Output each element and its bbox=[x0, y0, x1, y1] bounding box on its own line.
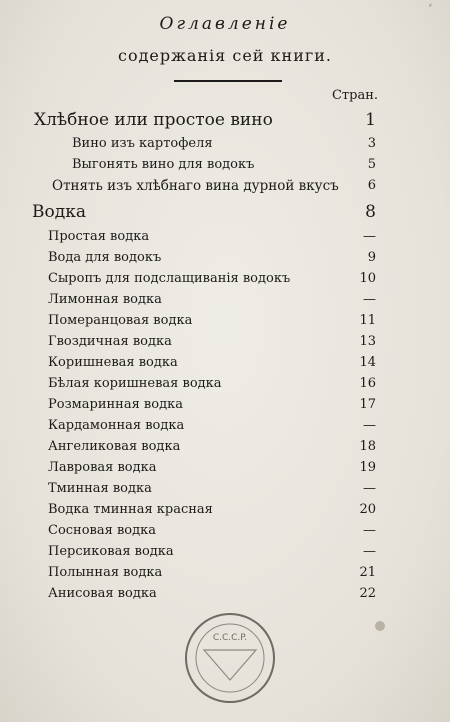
toc-entry-label: Коришневая водка bbox=[48, 355, 178, 370]
toc-entry bbox=[0, 523, 450, 543]
toc-entry-page: 22 bbox=[359, 586, 376, 601]
page-column-header: Стран. bbox=[331, 88, 378, 103]
toc-entry bbox=[0, 544, 450, 564]
toc-entry bbox=[0, 355, 450, 375]
toc-entry bbox=[0, 376, 450, 396]
toc-entry-label: Померанцовая водка bbox=[48, 313, 193, 328]
toc-title: Оглавленіе bbox=[159, 14, 291, 34]
toc-entry bbox=[0, 292, 450, 312]
toc-entry bbox=[0, 334, 450, 354]
toc-entry bbox=[0, 202, 450, 222]
toc-entry bbox=[0, 250, 450, 270]
toc-entry-label: Полынная водка bbox=[48, 565, 163, 580]
toc-entry-label: Выгонять вино для водокъ bbox=[72, 157, 255, 172]
toc-entry-page: 19 bbox=[359, 460, 376, 475]
toc-entry-page: 3 bbox=[367, 136, 376, 151]
toc-entry-label: Сыропъ для подслащиванія водокъ bbox=[48, 271, 291, 286]
toc-entry-page: — bbox=[363, 418, 376, 433]
toc-entry bbox=[0, 229, 450, 249]
toc-entry-page: — bbox=[363, 544, 376, 559]
toc-entry-page: — bbox=[363, 481, 376, 496]
toc-entry-page: 8 bbox=[365, 202, 376, 222]
toc-entry-label: Простая водка bbox=[48, 229, 150, 244]
toc-entry-page: 18 bbox=[359, 439, 376, 454]
toc-entry-label: Вода для водокъ bbox=[48, 250, 162, 265]
toc-entry-label: Лавровая водка bbox=[48, 460, 157, 475]
toc-entry-page: 14 bbox=[359, 355, 376, 370]
toc-entry-page: 1 bbox=[365, 110, 376, 130]
toc-entry bbox=[0, 460, 450, 480]
toc-entry bbox=[0, 418, 450, 438]
toc-entry-label: Розмаринная водка bbox=[48, 397, 183, 412]
toc-entry-page: 20 bbox=[359, 502, 376, 517]
toc-entry-page: — bbox=[363, 292, 376, 307]
toc-subtitle: содержанія сей книги. bbox=[117, 46, 332, 65]
toc-entry-label: Вино изъ картофеля bbox=[72, 136, 213, 151]
toc-entry bbox=[0, 565, 450, 585]
toc-entry-page: — bbox=[363, 229, 376, 244]
toc-entry-label: Кардамонная водка bbox=[48, 418, 185, 433]
toc-entry-page: 6 bbox=[367, 178, 376, 193]
library-stamp bbox=[182, 610, 278, 706]
toc-entry bbox=[0, 586, 450, 606]
toc-entry-page: 9 bbox=[367, 250, 376, 265]
toc-entry bbox=[0, 157, 450, 177]
toc-entry-page: — bbox=[363, 523, 376, 538]
toc-entry bbox=[0, 136, 450, 156]
toc-entry-label: Гвоздичная водка bbox=[48, 334, 172, 349]
toc-entry-label: Тминная водка bbox=[48, 481, 152, 496]
toc-entry-label: Сосновая водка bbox=[48, 523, 156, 538]
toc-entry-page: 21 bbox=[359, 565, 376, 580]
toc-entry bbox=[0, 502, 450, 522]
toc-entry bbox=[0, 481, 450, 501]
toc-entry-label: Отнять изъ хлѣбнаго вина дурной вкусъ bbox=[52, 178, 339, 194]
toc-entry bbox=[0, 439, 450, 459]
toc-entry-page: 17 bbox=[359, 397, 376, 412]
page-corner-mark: ⸗ bbox=[428, 0, 432, 11]
toc-entry-label: Водка bbox=[32, 202, 86, 222]
toc-entry-page: 11 bbox=[359, 313, 376, 328]
toc-entry-label: Бѣлая коришневая водка bbox=[48, 376, 222, 391]
toc-entry-page: 16 bbox=[359, 376, 376, 391]
toc-entry-label: Хлѣбное или простое вино bbox=[34, 110, 273, 130]
toc-entry-page: 5 bbox=[367, 157, 376, 172]
toc-entry bbox=[0, 110, 450, 130]
toc-entry-label: Водка тминная красная bbox=[48, 502, 213, 517]
toc-entry-label: Персиковая водка bbox=[48, 544, 174, 559]
toc-entry-label: Лимонная водка bbox=[48, 292, 162, 307]
toc-entry-page: 13 bbox=[359, 334, 376, 349]
toc-entry-label: Анисовая водка bbox=[48, 586, 157, 601]
stamp-text: C.C.C.P. bbox=[212, 633, 248, 643]
toc-entry-label: Ангеликовая водка bbox=[48, 439, 181, 454]
toc-entry bbox=[0, 271, 450, 291]
toc-entry bbox=[0, 397, 450, 417]
toc-entry bbox=[0, 313, 450, 333]
toc-entry bbox=[0, 178, 450, 198]
paper-speck bbox=[372, 618, 392, 638]
toc-entry-page: 10 bbox=[359, 271, 376, 286]
title-divider bbox=[174, 80, 282, 82]
